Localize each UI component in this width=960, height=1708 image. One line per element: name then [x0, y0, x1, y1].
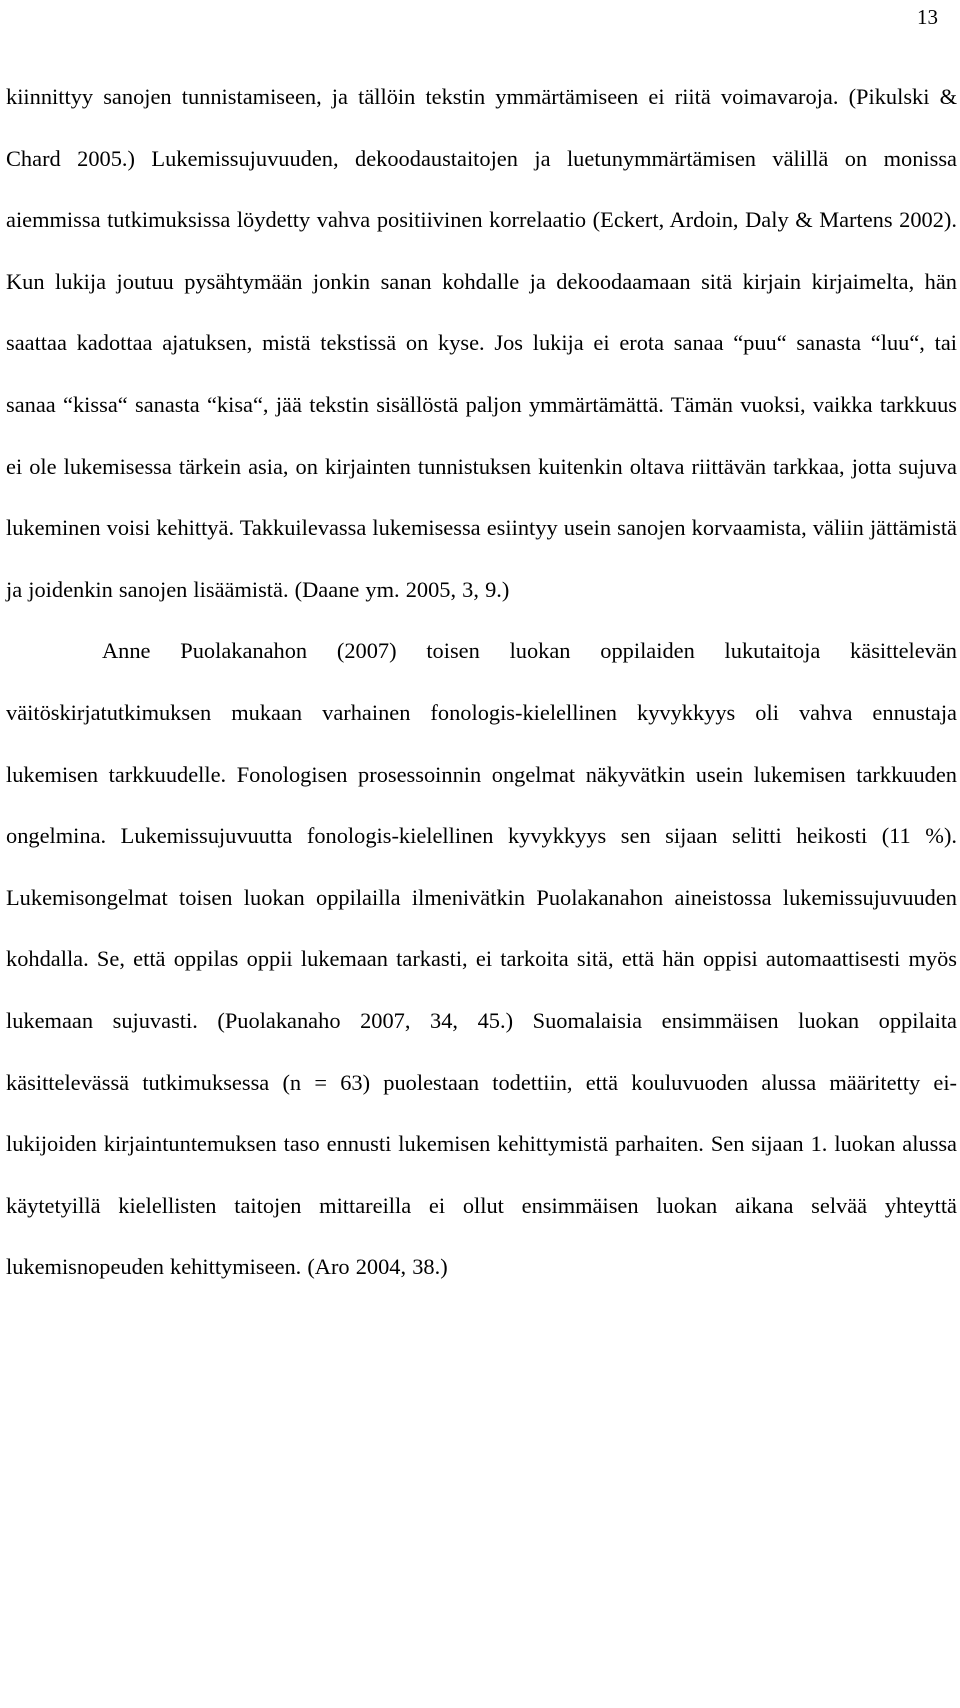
page-number: 13	[917, 5, 938, 29]
paragraph-1: kiinnittyy sanojen tunnistamiseen, ja tällöin tekstin ymmärtämiseen ei riitä voimavaroja. (Pikulski & Chard 2005.) Lukemissujuvuuden, dekoodaustaitojen ja luetunymmärtämisen välillä on monissa aiemmissa tutkimuksissa löydetty vahva positiivinen korrelaatio (Eckert, Ardoin, Daly & Martens 2002). Kun lukija joutuu pysähtymään jonkin sanan kohdalle ja dekoodaamaan sitä kirjain kirjaimelta, hän saattaa kadottaa ajatuksen, mistä tekstissä on kyse. Jos lukija ei erota sanaa “puu“ sanasta “luu“, tai sanaa “kissa“ sanasta “kisa“, jää tekstin sisällöstä paljon ymmärtämättä. Tämän vuoksi, vaikka tarkkuus ei ole lukemisessa tärkein asia, on kirjainten tunnistuksen kuitenkin oltava riittävän tarkkaa, jotta sujuva lukeminen voisi kehittyä. Takkuilevassa lukemisessa esiintyy usein sanojen korvaamista, väliin jättämistä ja joidenkin sanojen lisäämistä. (Daane ym. 2005, 3, 9.)	[6, 84, 957, 602]
document-body	[6, 66, 957, 1298]
paragraph-2: Anne Puolakanahon (2007) toisen luokan oppilaiden lukutaitoja käsittelevän väitöskirjatutkimuksen mukaan varhainen fonologis-kielellinen kyvykkyys oli vahva ennustaja lukemisen tarkkuudelle. Fonologisen prosessoinnin ongelmat näkyvätkin usein lukemisen tarkkuuden ongelmina. Lukemissujuvuutta fonologis-kielellinen kyvykkyys sen sijaan selitti heikosti (11 %). Lukemisongelmat toisen luokan oppilailla ilmenivätkin Puolakanahon aineistossa lukemissujuvuuden kohdalla. Se, että oppilas oppii lukemaan tarkasti, ei tarkoita sitä, että hän oppisi automaattisesti myös lukemaan sujuvasti. (Puolakanaho 2007, 34, 45.) Suomalaisia ensimmäisen luokan oppilaita käsittelevässä tutkimuksessa (n = 63) puolestaan todettiin, että kouluvuoden alussa määritetty ei-lukijoiden kirjaintuntemuksen taso ennusti lukemisen kehittymistä parhaiten. Sen sijaan 1. luokan alussa käytetyillä kielellisten taitojen mittareilla ei ollut ensimmäisen luokan aikana selvää yhteyttä lukemisnopeuden kehittymiseen. (Aro 2004, 38.)	[6, 638, 957, 1280]
